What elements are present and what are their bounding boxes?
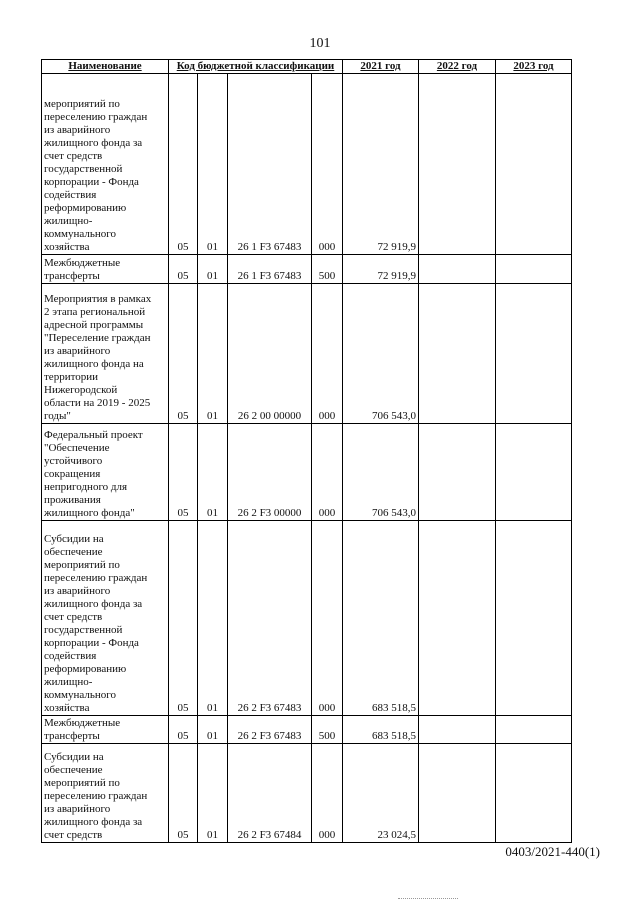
table-row [42, 74, 572, 255]
row-name: Федеральный проект "Обеспечение устойчивого сокращения непригодного для проживания жилищного фонда" [42, 424, 169, 521]
row-target-article-code: 26 2 F3 67483 [228, 521, 312, 716]
row-amount-2021: 706 543,0 [343, 424, 419, 521]
row-section-code: 05 [169, 424, 198, 521]
row-name: Межбюджетные трансферты [42, 255, 169, 284]
row-amount-2022 [419, 744, 496, 843]
table-header-row [42, 60, 572, 74]
row-amount-2023 [496, 74, 572, 255]
row-target-article-code: 26 1 F3 67483 [228, 255, 312, 284]
row-section-code: 05 [169, 255, 198, 284]
row-amount-2022 [419, 521, 496, 716]
header-year-2023: 2023 год [496, 60, 572, 74]
row-expense-type-code: 000 [312, 74, 343, 255]
row-expense-type-code: 000 [312, 284, 343, 424]
row-target-article-code: 26 2 F3 00000 [228, 424, 312, 521]
row-amount-2023 [496, 521, 572, 716]
row-expense-type-code: 500 [312, 716, 343, 744]
row-amount-2022 [419, 284, 496, 424]
row-subsection-code: 01 [198, 716, 228, 744]
row-target-article-code: 26 2 00 00000 [228, 284, 312, 424]
row-name: Субсидии на обеспечение мероприятий по переселению граждан из аварийного жилищного фонда за счет средств государственной корпорации - Фонда содействия реформированию жилищно- коммунального хозяйства [42, 521, 169, 716]
row-subsection-code: 01 [198, 255, 228, 284]
header-year-2022: 2022 год [419, 60, 496, 74]
row-section-code: 05 [169, 744, 198, 843]
row-amount-2021: 683 518,5 [343, 716, 419, 744]
table-row [42, 424, 572, 521]
row-subsection-code: 01 [198, 424, 228, 521]
row-target-article-code: 26 1 F3 67483 [228, 74, 312, 255]
budget-table [41, 59, 572, 843]
table-row [42, 716, 572, 744]
row-subsection-code: 01 [198, 744, 228, 843]
row-amount-2023 [496, 255, 572, 284]
header-year-2021: 2021 год [343, 60, 419, 74]
page-number: 101 [309, 36, 331, 51]
scan-artifact [398, 898, 458, 902]
row-amount-2023 [496, 744, 572, 843]
table-row [42, 284, 572, 424]
table-row [42, 521, 572, 716]
row-expense-type-code: 000 [312, 744, 343, 843]
row-target-article-code: 26 2 F3 67483 [228, 716, 312, 744]
row-section-code: 05 [169, 284, 198, 424]
row-amount-2023 [496, 284, 572, 424]
row-amount-2022 [419, 716, 496, 744]
row-amount-2021: 23 024,5 [343, 744, 419, 843]
row-section-code: 05 [169, 716, 198, 744]
row-amount-2022 [419, 255, 496, 284]
row-expense-type-code: 500 [312, 255, 343, 284]
row-amount-2021: 72 919,9 [343, 74, 419, 255]
row-name: Субсидии на обеспечение мероприятий по переселению граждан из аварийного жилищного фонда за счет средств [42, 744, 169, 843]
row-amount-2021: 72 919,9 [343, 255, 419, 284]
row-amount-2022 [419, 424, 496, 521]
row-section-code: 05 [169, 521, 198, 716]
row-target-article-code: 26 2 F3 67484 [228, 744, 312, 843]
row-name: Мероприятия в рамках 2 этапа региональной адресной программы "Переселение граждан из аварийного жилищного фонда на территории Нижегородской области на 2019 - 2025 годы" [42, 284, 169, 424]
row-amount-2021: 683 518,5 [343, 521, 419, 716]
table-row [42, 744, 572, 843]
row-expense-type-code: 000 [312, 424, 343, 521]
row-amount-2022 [419, 74, 496, 255]
row-amount-2023 [496, 716, 572, 744]
row-name: мероприятий по переселению граждан из аварийного жилищного фонда за счет средств государственной корпорации - Фонда содействия реформированию жилищно- коммунального хозяйства [42, 74, 169, 255]
row-subsection-code: 01 [198, 74, 228, 255]
header-classification-code: Код бюджетной классификации [169, 60, 343, 74]
row-amount-2021: 706 543,0 [343, 284, 419, 424]
table-row [42, 255, 572, 284]
row-name: Межбюджетные трансферты [42, 716, 169, 744]
header-name: Наименование [42, 60, 169, 74]
document-number: 0403/2021-440(1) [505, 844, 600, 859]
row-section-code: 05 [169, 74, 198, 255]
row-amount-2023 [496, 424, 572, 521]
row-expense-type-code: 000 [312, 521, 343, 716]
row-subsection-code: 01 [198, 521, 228, 716]
row-subsection-code: 01 [198, 284, 228, 424]
